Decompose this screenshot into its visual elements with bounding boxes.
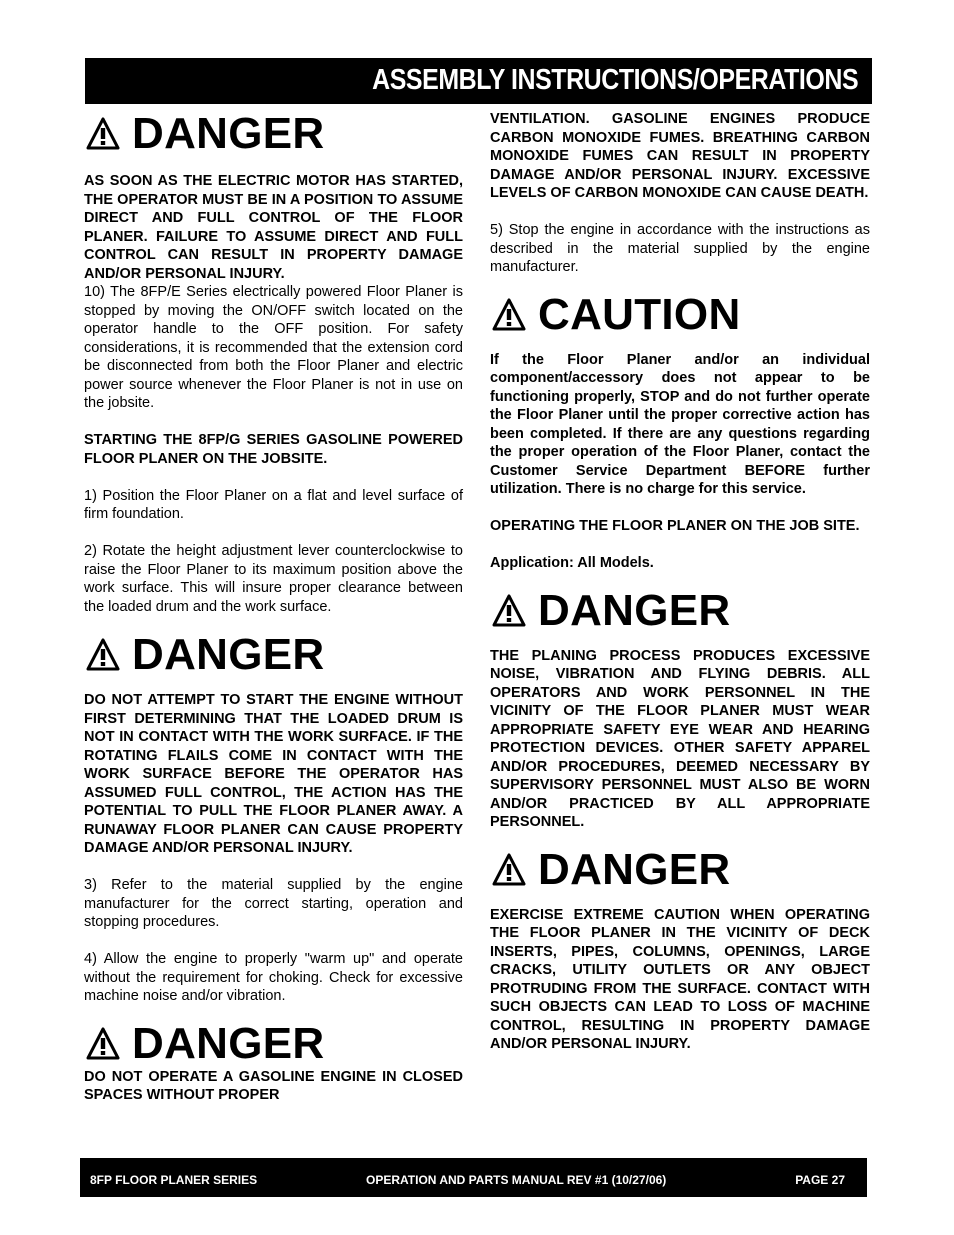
header-bar: [85, 58, 872, 104]
danger-label: DANGER: [132, 1018, 325, 1068]
step-4: 4) Allow the engine to properly "warm up" and operate without the requirement for choking. Check for excessive machine noise and/or vibration.: [84, 951, 463, 1004]
warning-triangle-icon: [492, 853, 526, 887]
step-10: 10) The 8FP/E Series electrically powered Floor Planer is stopped by moving the ON/OFF switch located on the operator handle to the OFF position. For safety considerations, it is recommended that the extension cord be disconnected from both the Floor Planer and electric power source whenever the Floor Planer is not in use on the jobsite.: [84, 284, 463, 411]
right-column: [490, 110, 870, 1054]
danger-heading: [84, 110, 463, 158]
warning-triangle-icon: [86, 1027, 120, 1061]
danger-label: DANGER: [132, 109, 325, 158]
warning-triangle-icon: [492, 594, 526, 628]
danger-label: DANGER: [538, 844, 731, 894]
step-2: 2) Rotate the height adjustment lever counterclockwise to raise the Floor Planer to its maximum position above the work surface. This will insure proper clearance between the loaded drum and the work surface.: [84, 543, 463, 615]
danger-text: DO NOT OPERATE A GASOLINE ENGINE IN CLOSED SPACES WITHOUT PROPER: [84, 1068, 463, 1103]
page-number: PAGE 27: [795, 1173, 845, 1187]
danger-heading: [84, 631, 463, 679]
page-title: ASSEMBLY INSTRUCTIONS/OPERATIONS: [371, 64, 858, 96]
caution-label: CAUTION: [538, 289, 741, 339]
danger-text: DO NOT ATTEMPT TO START THE ENGINE WITHOUT FIRST DETERMINING THAT THE LOADED DRUM IS NOT IN CONTACT WITH THE WORK SURFACE. IF THE ROTATING FLAILS COME IN CONTACT WITH THE WORK SURFACE BEFORE THE OPERATOR HAS ASSUMED FULL CONTROL, THE ACTION HAS THE POTENTIAL TO PULL THE FLOOR PLANER AWAY. A RUNAWAY FLOOR PLANER CAN CAUSE PROPERTY DAMAGE AND/OR PERSONAL INJURY.: [84, 692, 463, 856]
danger-heading: [490, 587, 870, 635]
warning-triangle-icon: [86, 638, 120, 672]
footer-series: 8FP FLOOR PLANER SERIES: [90, 1173, 258, 1187]
section-heading-starting: STARTING THE 8FP/G SERIES GASOLINE POWERED FLOOR PLANER ON THE JOBSITE.: [84, 432, 463, 467]
left-column: [84, 110, 463, 1105]
footer-manual-rev: OPERATION AND PARTS MANUAL REV #1 (10/27/06): [366, 1173, 667, 1187]
step-5: 5) Stop the engine in accordance with the instructions as described in the material supplied by the engine manufacturer.: [490, 222, 870, 275]
step-1: 1) Position the Floor Planer on a flat and level surface of firm foundation.: [84, 487, 463, 522]
danger-label: DANGER: [132, 630, 325, 679]
danger-text: THE PLANING PROCESS PRODUCES EXCESSIVE NOISE, VIBRATION AND FLYING DEBRIS. ALL OPERATORS AND WORK PERSONNEL IN THE VICINITY OF THE FLOOR PLANER MUST WEAR APPROPRIATE SAFETY EYE WEAR AND HEARING PROTECTION DEVICES. OTHER SAFETY APPAREL AND/OR PROCEDURES, DEEMED NECESSARY BY SUPERVISORY PERSONNEL MUST ALSO BE WORN AND/OR PRACTICED BY ALL APPROPRIATE PERSONNEL.: [490, 647, 870, 830]
caution-text: If the Floor Planer and/or an individual component/accessory does not appear to be functioning properly, STOP and do not further operate the Floor Planer until the proper corrective action has been completed. If there are any questions regarding the proper operation of the Floor Planer, contact the Customer Service Department BEFORE further utilization. There is no charge for this service.: [490, 351, 870, 497]
section-heading-operating: OPERATING THE FLOOR PLANER ON THE JOB SITE.: [490, 518, 860, 534]
footer-bar: [80, 1158, 867, 1197]
danger-text-continued: VENTILATION. GASOLINE ENGINES PRODUCE CARBON MONOXIDE FUMES. BREATHING CARBON MONOXIDE FUMES CAN RESULT IN PROPERTY DAMAGE AND/OR PERSONAL INJURY. EXCESSIVE LEVELS OF CARBON MONOXIDE CAN CAUSE DEATH.: [490, 111, 870, 201]
warning-triangle-icon: [492, 298, 526, 332]
caution-heading: [490, 291, 870, 339]
danger-label: DANGER: [538, 585, 731, 635]
danger-text: EXERCISE EXTREME CAUTION WHEN OPERATING THE FLOOR PLANER IN THE VICINITY OF DECK INSERTS, PIPES, COLUMNS, OPENINGS, LARGE CRACKS, UTILITY OUTLETS OR ANY OBJECT PROTRUDING FROM THE SURFACE. CONTACT WITH SUCH OBJECTS CAN LEAD TO LOSS OF MACHINE CONTROL, RESULTING IN PROPERTY DAMAGE AND/OR PERSONAL INJURY.: [490, 906, 870, 1052]
application-note: Application: All Models.: [490, 555, 654, 571]
warning-triangle-icon: [86, 117, 120, 151]
danger-heading: [490, 846, 870, 894]
danger-text: AS SOON AS THE ELECTRIC MOTOR HAS STARTED, THE OPERATOR MUST BE IN A POSITION TO ASSUME DIRECT AND FULL CONTROL OF THE FLOOR PLANER. FAILURE TO ASSUME DIRECT AND FULL CONTROL CAN RESULT IN PROPERTY DAMAGE AND/OR PERSONAL INJURY.: [84, 173, 463, 282]
step-3: 3) Refer to the material supplied by the engine manufacturer for the correct starting, operation and stopping procedures.: [84, 877, 463, 930]
danger-heading: [84, 1020, 463, 1068]
